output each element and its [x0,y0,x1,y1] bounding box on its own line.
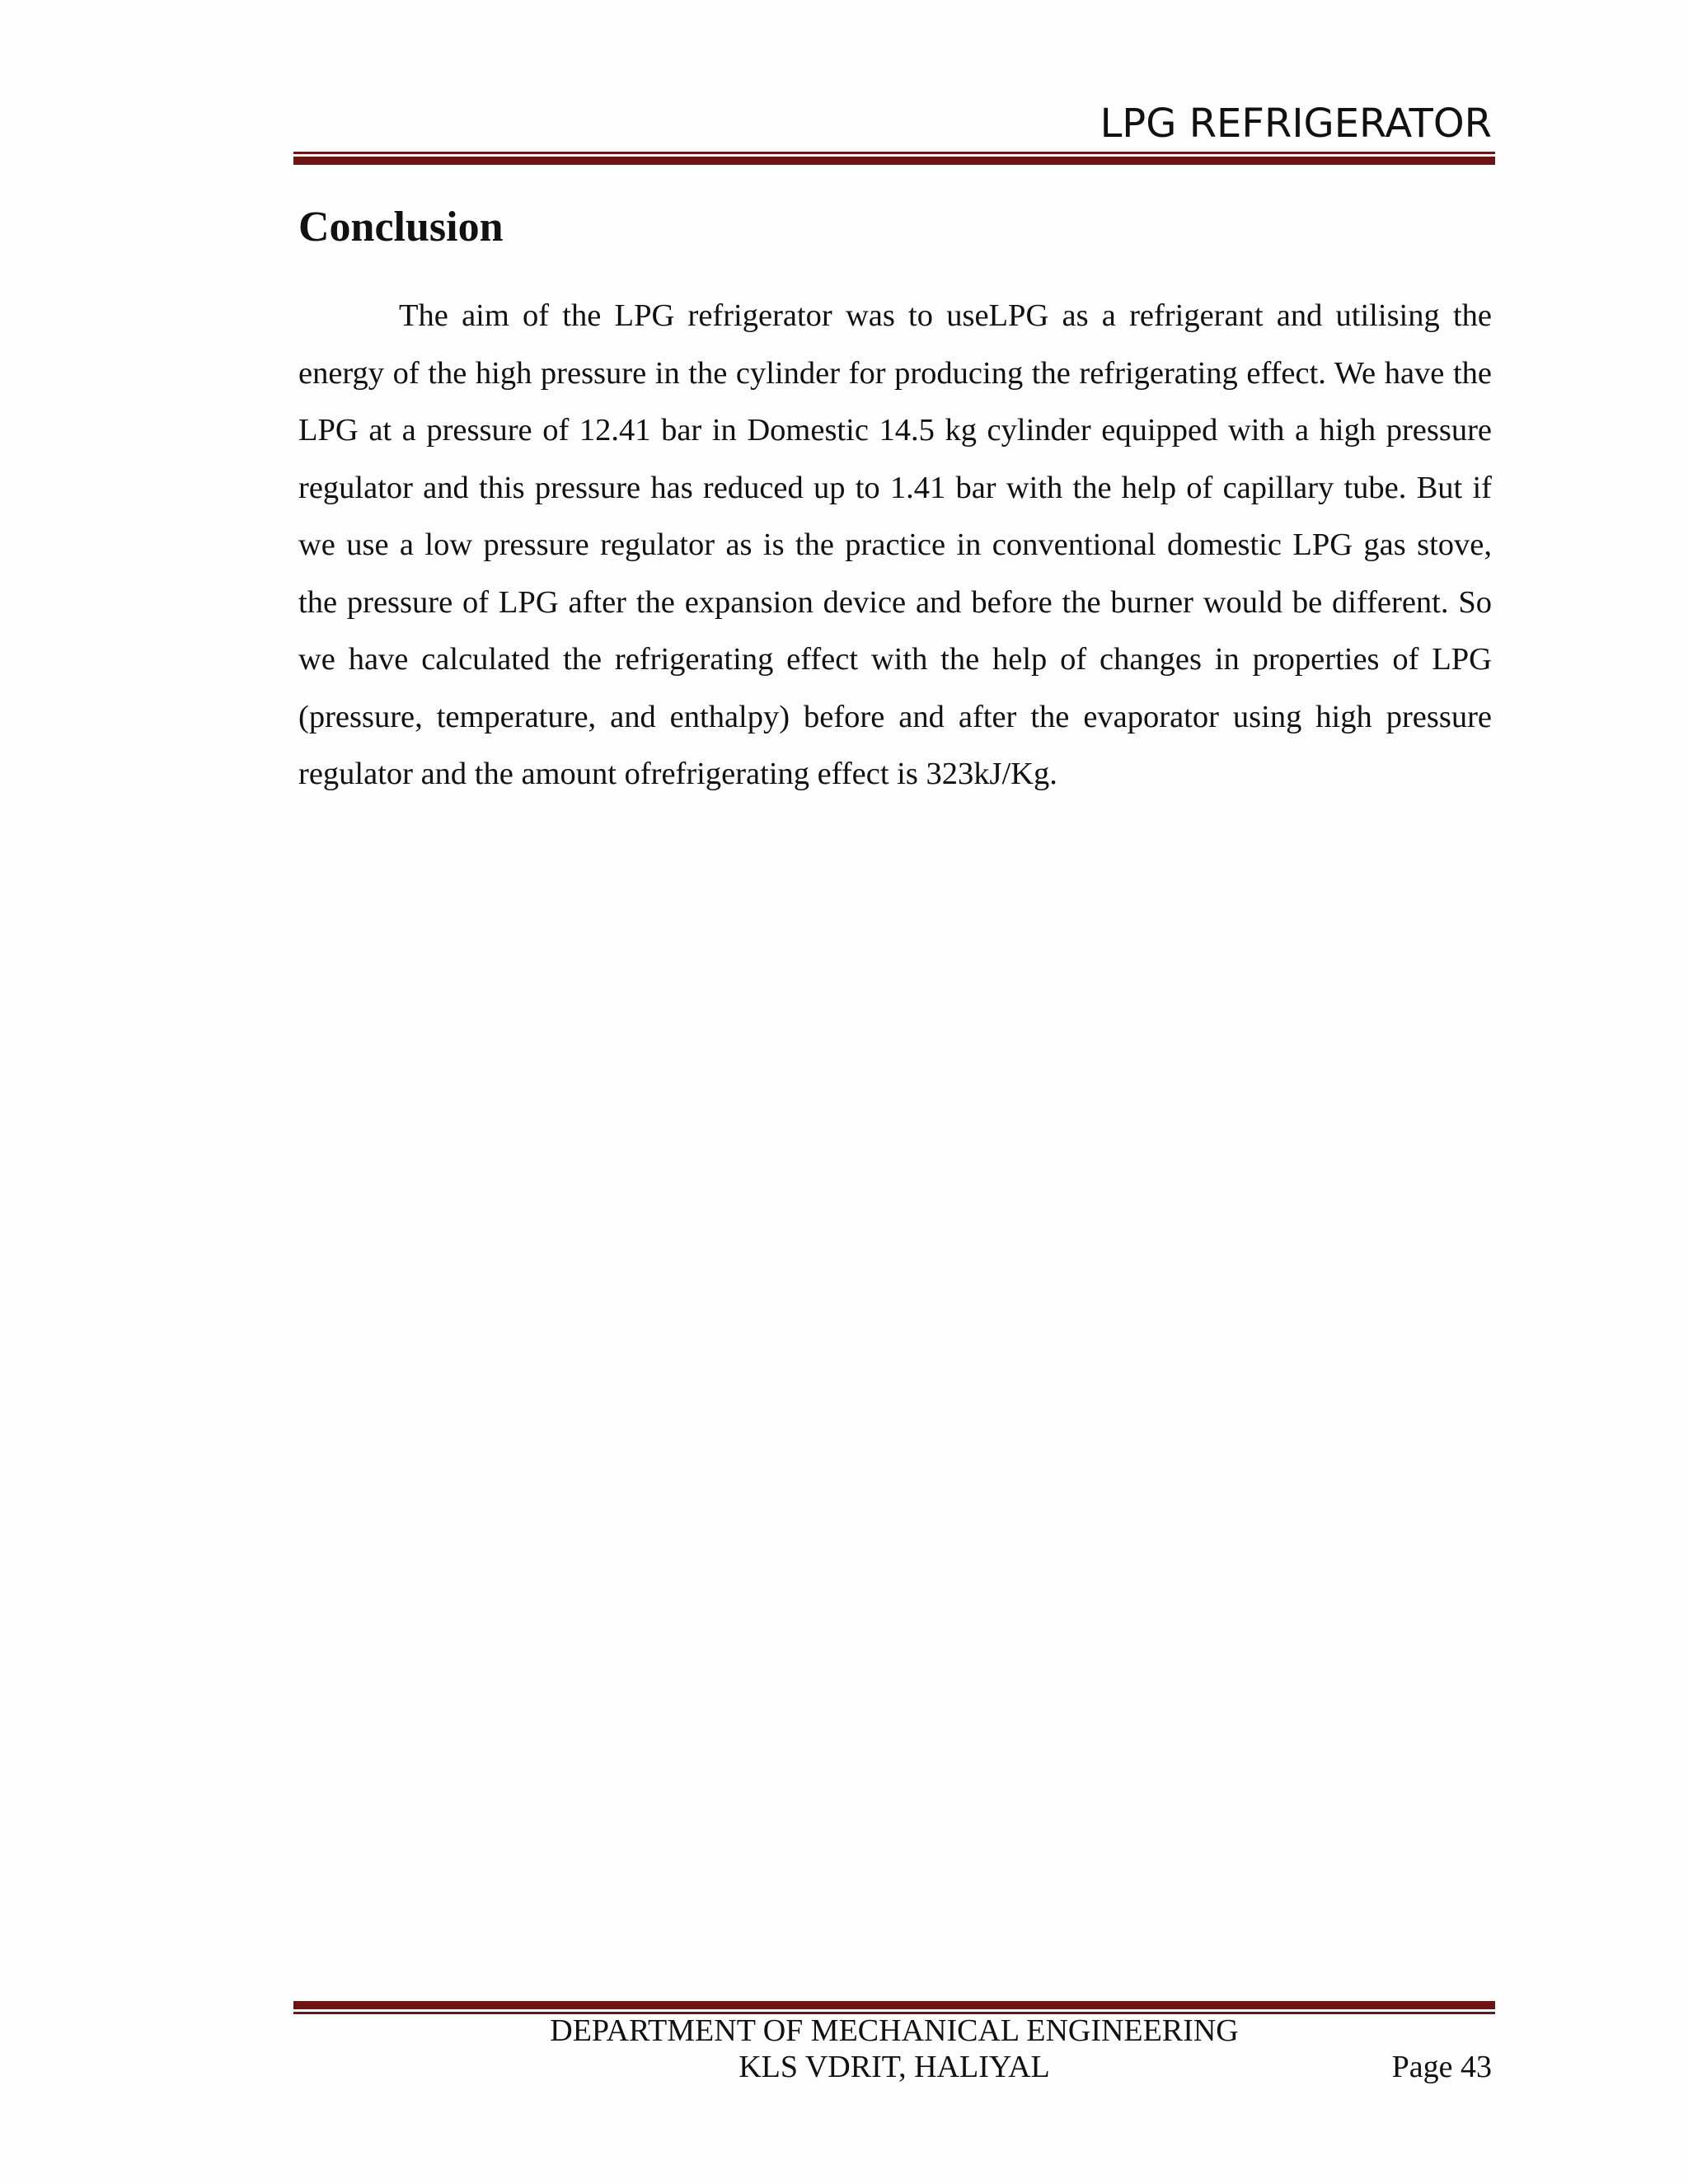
section-heading: Conclusion [298,204,504,251]
header-rule [293,152,1495,165]
header-rule-thick-line [293,157,1495,165]
running-header-title: LPG REFRIGERATOR [1100,101,1492,147]
footer-department: DEPARTMENT OF MECHANICAL ENGINEERING [550,2013,1239,2048]
footer-college: KLS VDRIT, HALIYAL [738,2050,1050,2084]
footer-rule-thick-line [293,2001,1495,2009]
conclusion-paragraph: The aim of the LPG refrigerator was to useLPG as a refrigerant and utilising the energy of the high pressure in the cylinder for producing the refrigerating effect. We have the LPG at a pressure of 12.41 bar in Domestic 14.5 kg cylinder equipped with a high pressure regulator and this pressure has reduced up to 1.41 bar with the help of capillary tube. But if we use a low pressure regulator as is the practice in conventional domestic LPG gas stove, the pressure of LPG after the expansion device and before the burner would be different. So we have calculated the refrigerating effect with the help of changes in properties of LPG (pressure, temperature, and enthalpy) before and after the evaporator using high pressure regulator and the amount ofrefrigerating effect is 323kJ/Kg. [298,298,1492,791]
page-number: Page 43 [1391,2050,1492,2084]
